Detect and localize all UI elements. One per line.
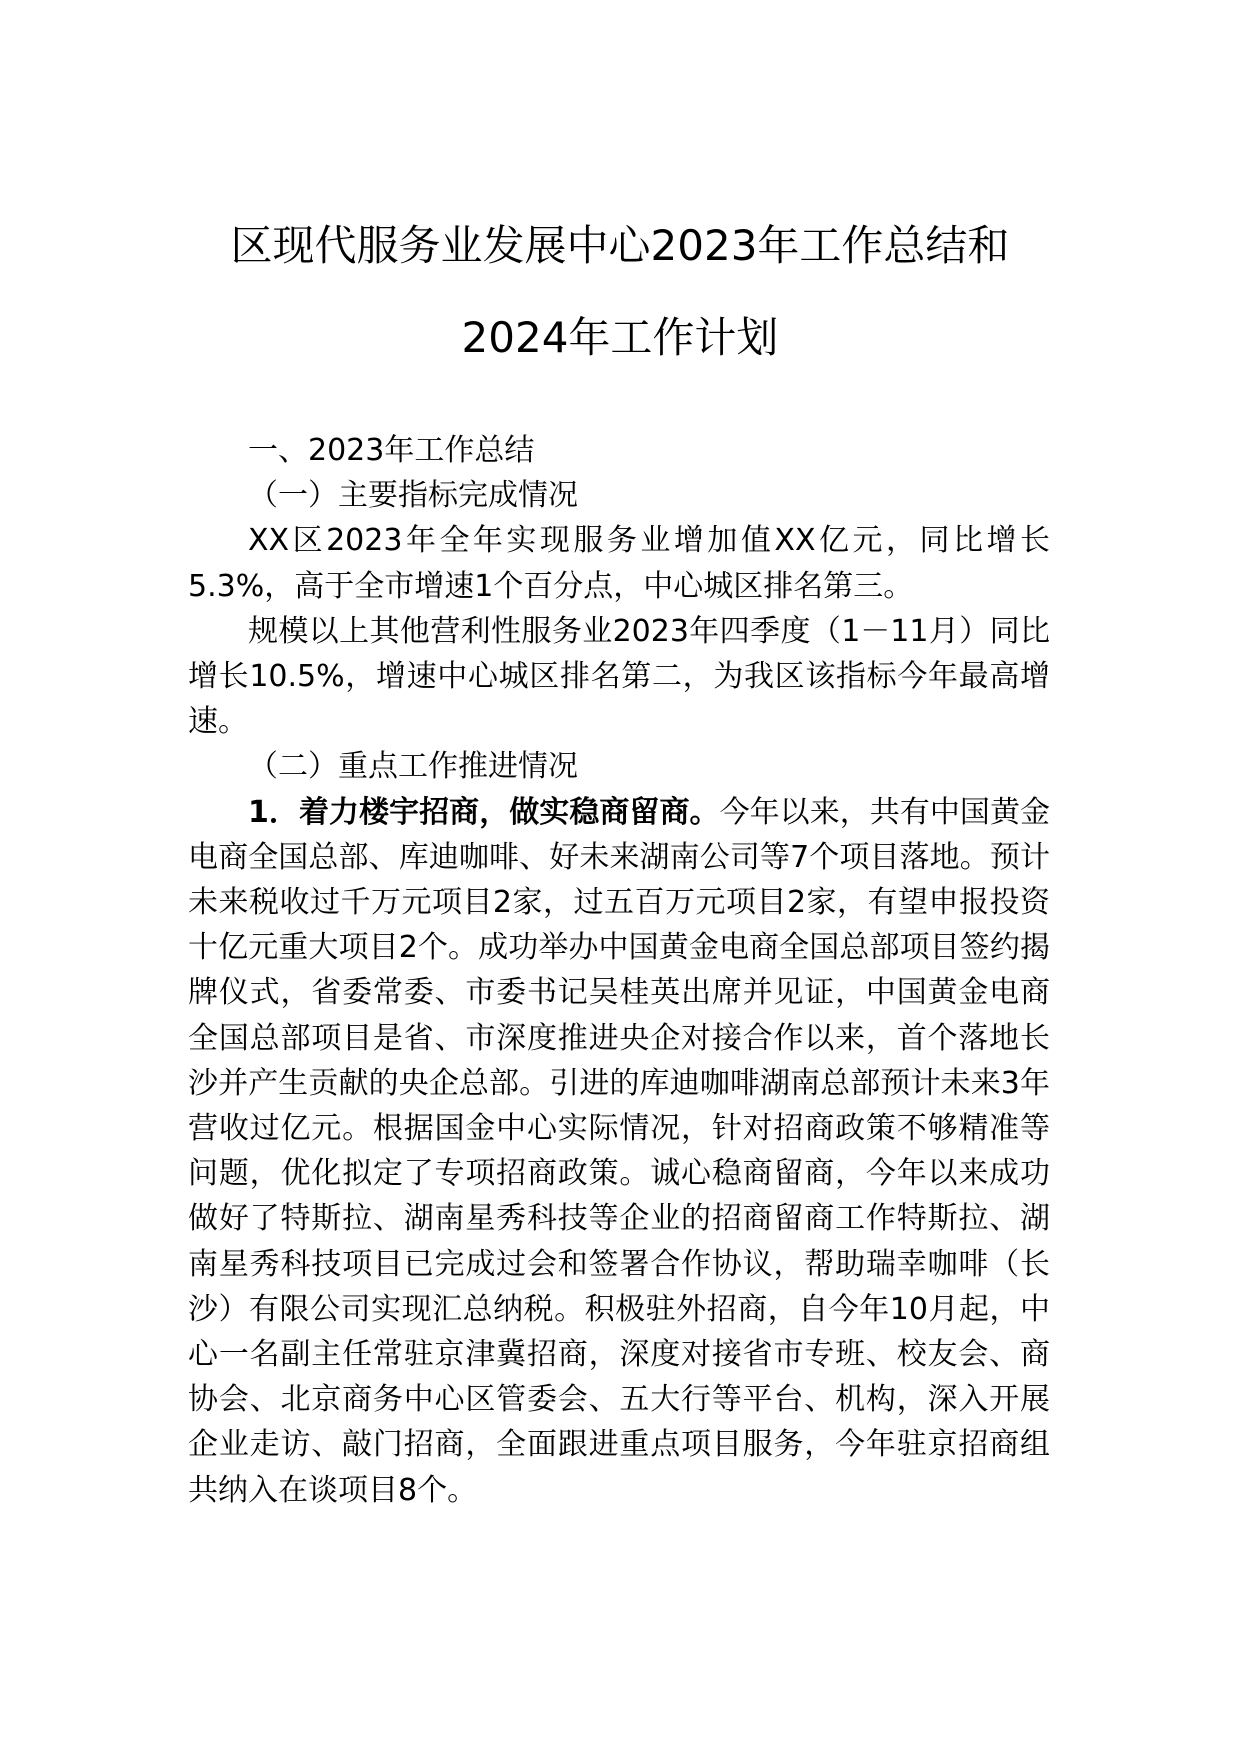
section-heading-work-summary: 一、2023年工作总结 xyxy=(248,433,535,468)
subsection-heading-key-work: （二）重点工作推进情况 xyxy=(248,749,578,785)
paragraph-profit-services-growth: 规模以上其他营利性服务业2023年四季度（1－11月）同比增长10.5%，增速中心城区排名第二，为我区该指标今年最高增速。 xyxy=(188,613,1050,740)
subsection-heading-indicators: （一）主要指标完成情况 xyxy=(248,478,578,514)
paragraph-building-investment xyxy=(188,790,1050,1513)
document-title-line-2: 2024年工作计划 xyxy=(461,313,779,362)
item-heading-building-investment: 1．着力楼宇招商，做实稳商留商。 xyxy=(248,794,720,830)
document-title-line-1: 区现代服务业发展中心2023年工作总结和 xyxy=(230,221,1010,270)
document-body xyxy=(188,428,1050,1513)
item-body-building-investment: 今年以来，共有中国黄金电商全国总部、库迪咖啡、好未来湖南公司等7个项目落地。预计未来税收过千万元项目2家，过五百万元项目2家，有望申报投资十亿元重大项目2个。成功举办中国黄金电商全国总部项目签约揭牌仪式，省委常委、市委书记吴桂英出席并见证，中国黄金电商全国总部项目是省、市深度推进央企对接合作以来，首个落地长沙并产生贡献的央企总部。引进的库迪咖啡湖南总部预计未来3年营收过亿元。根据国金中心实际情况，针对招商政策不够精准等问题，优化拟定了专项招商政策。诚心稳商留商，今年以来成功做好了特斯拉、湖南星秀科技等企业的招商留商工作特斯拉、湖南星秀科技项目已完成过会和签署合作协议，帮助瑞幸咖啡（长沙）有限公司实现汇总纳税。积极驻外招商，自今年10月起，中心一名副主任常驻京津冀招商，深度对接省市专班、校友会、商协会、北京商务中心区管委会、五大行等平台、机构，深入开展企业走访、敲门招商，全面跟进重点项目服务，今年驻京招商组共纳入在谈项目8个。 xyxy=(188,794,1051,1508)
paragraph-service-value-added: XX区2023年全年实现服务业增加值XX亿元，同比增长5.3%，高于全市增速1个百分点，中心城区排名第三。 xyxy=(188,523,1050,604)
